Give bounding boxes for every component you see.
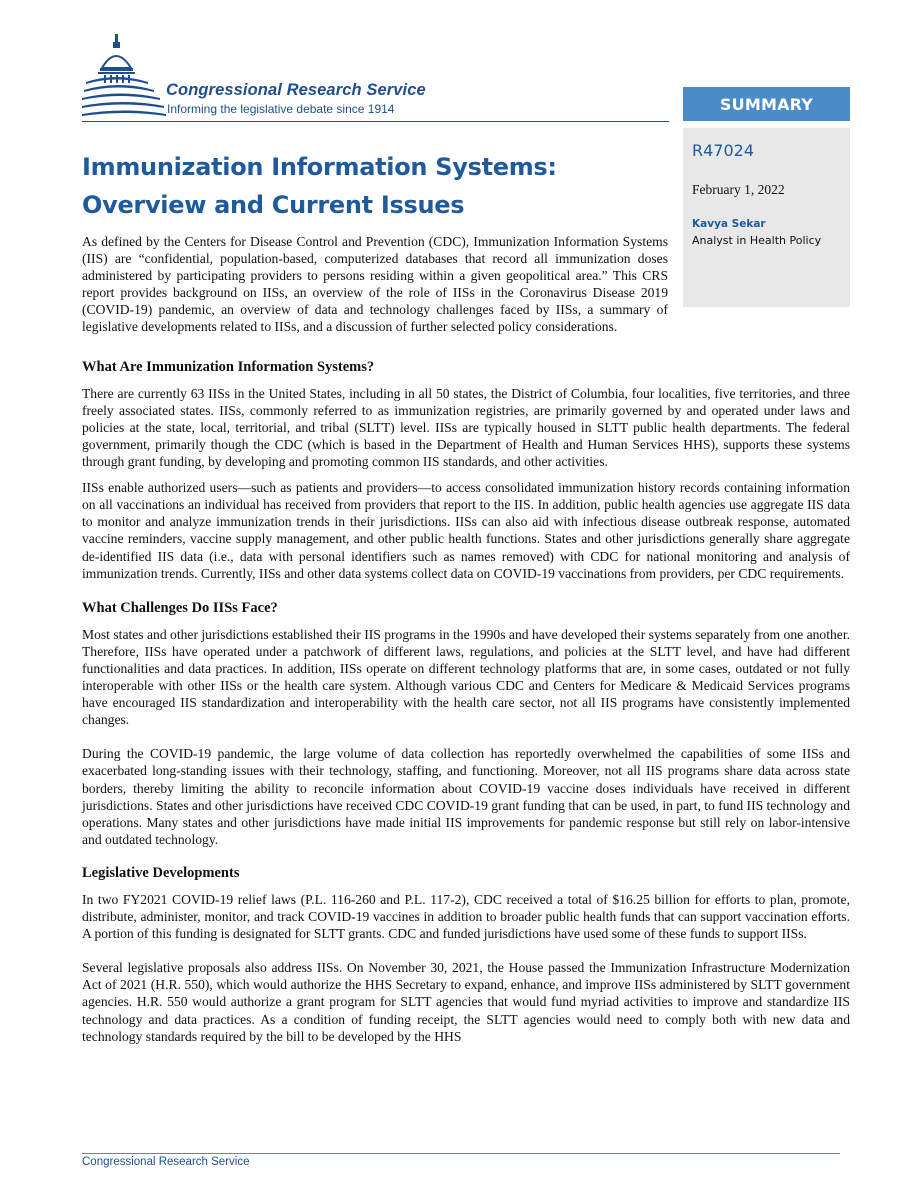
body-paragraph: IISs enable authorized users—such as patients and providers—to access consolidated immunization history records containing information on all vaccinations an individual has received from providers that report to the IIS. In addition, public health agencies use aggregate IIS data to monitor and analyze immunization trends in their jurisdictions. IISs can also aid with infectious disease outbreak response, automated vaccine reminders, vaccine supply management, and other public health functions. States and other jurisdictions generally share aggregate de-identified IIS data (i.e., data with personal identifiers such as names removed) with CDC for national monitoring and analysis of immunization trends. Currently, IISs and other data systems collect data on COVID-19 vaccinations from providers, per CDC requirements. xyxy=(82,480,850,581)
section-heading: Legislative Developments xyxy=(82,864,240,881)
report-number: R47024 xyxy=(692,141,755,160)
footer-text: Congressional Research Service xyxy=(82,1156,250,1168)
sidebar-spacer xyxy=(668,233,850,305)
intro-paragraph: As defined by the Centers for Disease Control and Prevention (CDC), Immunization Information Systems (IIS) are “confidential, population-based, computerized databases that record all immunization doses administered by participating providers to persons residing within a given geopolitical area.” This CRS report provides background on IISs, an overview of the role of IISs in the Coronavirus Disease 2019 (COVID-19) pandemic, an overview of data and technology challenges faced by IISs, a summary of legislative developments related to IISs, and a discussion of further selected policy considerations. xyxy=(82,234,668,335)
org-tagline: Informing the legislative debate since 1914 xyxy=(167,102,395,116)
summary-label: SUMMARY xyxy=(683,87,850,121)
author-title: Analyst in Health Policy xyxy=(692,234,822,247)
footer-divider xyxy=(82,1153,840,1154)
capitol-dome-icon xyxy=(82,34,166,122)
intro-block xyxy=(82,233,850,336)
page-title: Immunization Information Systems: Overview and Current Issues xyxy=(82,153,557,219)
org-name: Congressional Research Service xyxy=(166,81,426,99)
header-divider xyxy=(82,121,669,122)
section-heading: What Are Immunization Information Systems? xyxy=(82,358,375,375)
report-body xyxy=(82,233,850,1045)
report-date: February 1, 2022 xyxy=(692,182,785,197)
body-paragraph: During the COVID-19 pandemic, the large volume of data collection has reportedly overwhelmed the capabilities of some IISs and exacerbated long-standing issues with their technology, staffing, and functioning. Moreover, not all IIS programs share data across state borders, thereby limiting the ability to reconcile information about COVID-19 vaccine doses individuals have received in different jurisdictions. States and other jurisdictions have received CDC COVID-19 grant funding that can be used, in part, to fund IIS technology and operations. Many states and other jurisdictions have made initial IIS improvements for pandemic response but still rely on labor-intensive and outdated technology. xyxy=(82,746,850,847)
body-paragraph: There are currently 63 IISs in the United States, including in all 50 states, the District of Columbia, four localities, five territories, and three freely associated states. IISs, commonly referred to as immunization registries, are primarily governed by and operated under laws and policies at the state, local, territorial, and tribal (SLTT) level. IISs are typically housed in SLTT public health departments. The federal government, primarily though the CDC (which is based in the Department of Health and Human Services HHS), supports these systems through grant funding, by developing and promoting common IIS standards, and other activities. xyxy=(82,385,850,470)
body-paragraph: Several legislative proposals also address IISs. On November 30, 2021, the House passed the Immunization Infrastructure Modernization Act of 2021 (H.R. 550), which would authorize the HHS Secretary to expand, enhance, and improve IISs administered by SLTT government agencies. H.R. 550 would authorize a grant program for SLTT agencies that would fund myriad activities to improve and standardize IIS technology and data practices. As a condition of funding receipt, the SLTT agencies would need to comply both with new data and technology standards required by the bill to be developed by the HHS xyxy=(82,960,850,1044)
section-heading: What Challenges Do IISs Face? xyxy=(82,599,278,616)
author-name: Kavya Sekar xyxy=(692,218,766,230)
body-paragraph: Most states and other jurisdictions established their IIS programs in the 1990s and have developed their systems separately from one another. Therefore, IISs have operated under a patchwork of different laws, regulations, and policies at the SLTT level, and have had different functionalities and data practices. In addition, IISs operate on different technology platforms that are, in some cases, outdated or not fully interoperable with other IISs or the health care system. Although various CDC and Centers for Medicare & Medicaid Services programs have encouraged IIS standardization and interoperability with the health care sector, not all IIS programs have consistently implemented changes. xyxy=(82,626,850,728)
crs-logo xyxy=(82,34,482,124)
body-paragraph: In two FY2021 COVID-19 relief laws (P.L. 116-260 and P.L. 117-2), CDC received a total of $16.25 billion for efforts to plan, promote, distribute, administer, monitor, and track COVID-19 vaccines in addition to broader public health funds that can support vaccination efforts. A portion of this funding is designated for SLTT grants. CDC and funded jurisdictions have used some of these funds to support IISs. xyxy=(82,892,850,942)
